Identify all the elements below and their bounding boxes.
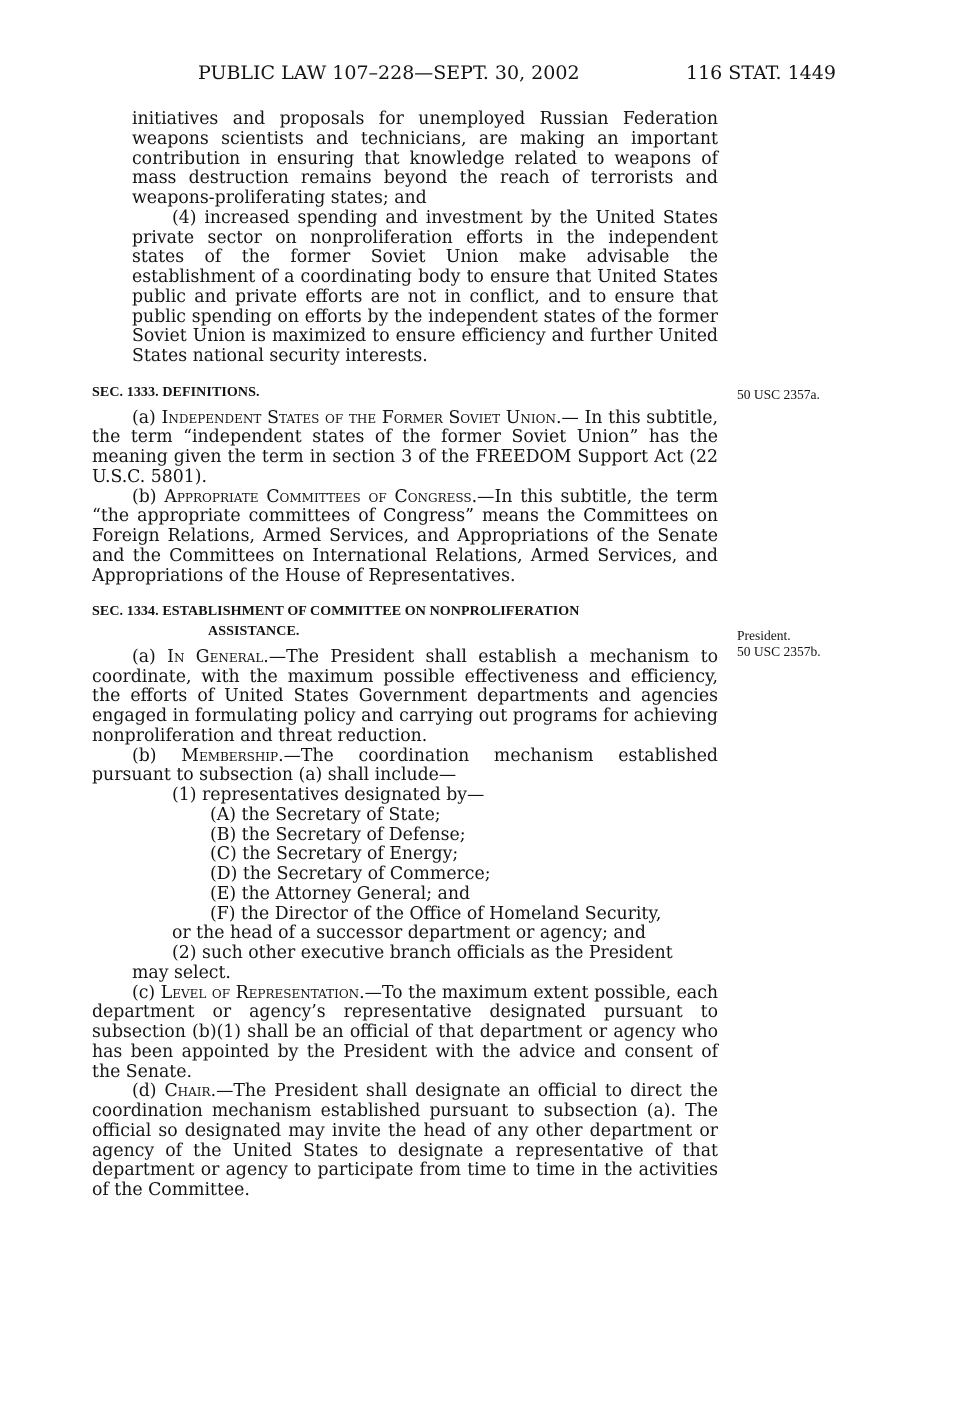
margin-note-usc-2357a: 50 USC 2357a. xyxy=(737,387,820,402)
subsection-heading: In General. xyxy=(167,646,269,667)
section-1334-heading: SEC. 1334. ESTABLISHMENT OF COMMITTEE ON NONPROLIFERATION ASSISTANCE. xyxy=(92,604,580,639)
subsection-1334-a: (a) In General.—The President shall establish a mechanism to coordinate, with the maximum possible effectiveness and efficiency, the efforts of United States Government departments and agencies engaged in formulating policy and carrying out programs for achieving nonproliferation and threat reduction. xyxy=(92,646,719,746)
margin-note-sec1333 xyxy=(737,387,820,403)
subsection-heading: Chair. xyxy=(164,1081,217,1102)
list-item: (1) representatives designated by— xyxy=(172,785,485,805)
subsection-heading: Membership. xyxy=(181,745,284,766)
margin-note-president: President. xyxy=(737,628,791,643)
subsection-1334-b: (b) Membership.—The coordination mechanism established pursuant to subsection (a) shall include— xyxy=(92,745,718,786)
margin-note-usc-2357b: 50 USC 2357b. xyxy=(737,644,821,659)
paragraph-4: (4) increased spending and investment by the United States private sector on nonproliferation efforts in the independent states of the former Soviet Union make advisable the establishment of a coordinating body to ensure that United States public and private efforts are not in conflict, and to ensure that public spending on efforts by the independent states of the former Soviet Union is maximized to ensure efficiency and further United States national security interests. xyxy=(132,207,718,366)
subsection-1334-d: (d) Chair.—The President shall designate an official to direct the coordination mechanism established pursuant to subsection (a). The official so designated may invite the head of any other department or agency of the United States to designate a representative of that department or agency to participate from time to time in the activities of the Committee. xyxy=(92,1081,718,1200)
section-1333-heading: SEC. 1333. DEFINITIONS. xyxy=(92,384,260,400)
margin-note-sec1334 xyxy=(737,628,821,660)
list-item: (E) the Attorney General; and xyxy=(210,883,471,904)
subsection-1334-c: (c) Level of Representation.—To the maximum extent possible, each department or agency’s representative designated pursuant to subsection (b)(1) shall be an official of that department or agency who has been appointed by the President with the advice and consent of the Senate. xyxy=(92,982,719,1082)
page-stat-number: 116 STAT. 1449 xyxy=(686,62,836,84)
paragraph-continued: initiatives and proposals for unemployed Russian Federation weapons scientists and technicians, are making an important contribution in ensuring that knowledge related to weapons of mass destruction remains beyond the reach of terrorists and weapons-proliferating states; and xyxy=(132,109,718,208)
document-body xyxy=(92,110,718,1201)
list-item: (D) the Secretary of Commerce; xyxy=(210,864,491,884)
running-header-left: PUBLIC LAW 107–228—SEPT. 30, 2002 xyxy=(198,62,580,84)
subsection-1333-a: (a) Independent States of the Former Soviet Union.— In this subtitle, the term “independent states of the former Soviet Union” has the meaning given the term in section 3 of the FREEDOM Support Act (22 U.S.C. 5801). xyxy=(92,407,718,487)
subsection-heading: Level of Representation. xyxy=(160,982,365,1003)
list-item: (B) the Secretary of Defense; xyxy=(210,824,466,845)
list-item-continued: or the head of a successor department or agency; and xyxy=(172,923,646,944)
list-item: (C) the Secretary of Energy; xyxy=(210,844,459,865)
list-item: (F) the Director of the Office of Homeland Security, xyxy=(210,903,662,924)
list-item-continued: may select. xyxy=(132,962,231,983)
list-item: (A) the Secretary of State; xyxy=(210,804,441,825)
subsection-heading: Independent States of the Former Soviet Union. xyxy=(161,407,562,428)
list-item: (2) such other executive branch officials as the President xyxy=(172,943,673,963)
subsection-heading: Appropriate Committees of Congress. xyxy=(164,486,478,507)
subsection-1333-b: (b) Appropriate Committees of Congress.—In this subtitle, the term “the appropriate committees of Congress” means the Committees on Foreign Relations, Armed Services, and Appropriations of the Senate and the Committees on International Relations, Armed Services, and Appropriations of the House of Representatives. xyxy=(92,486,719,586)
